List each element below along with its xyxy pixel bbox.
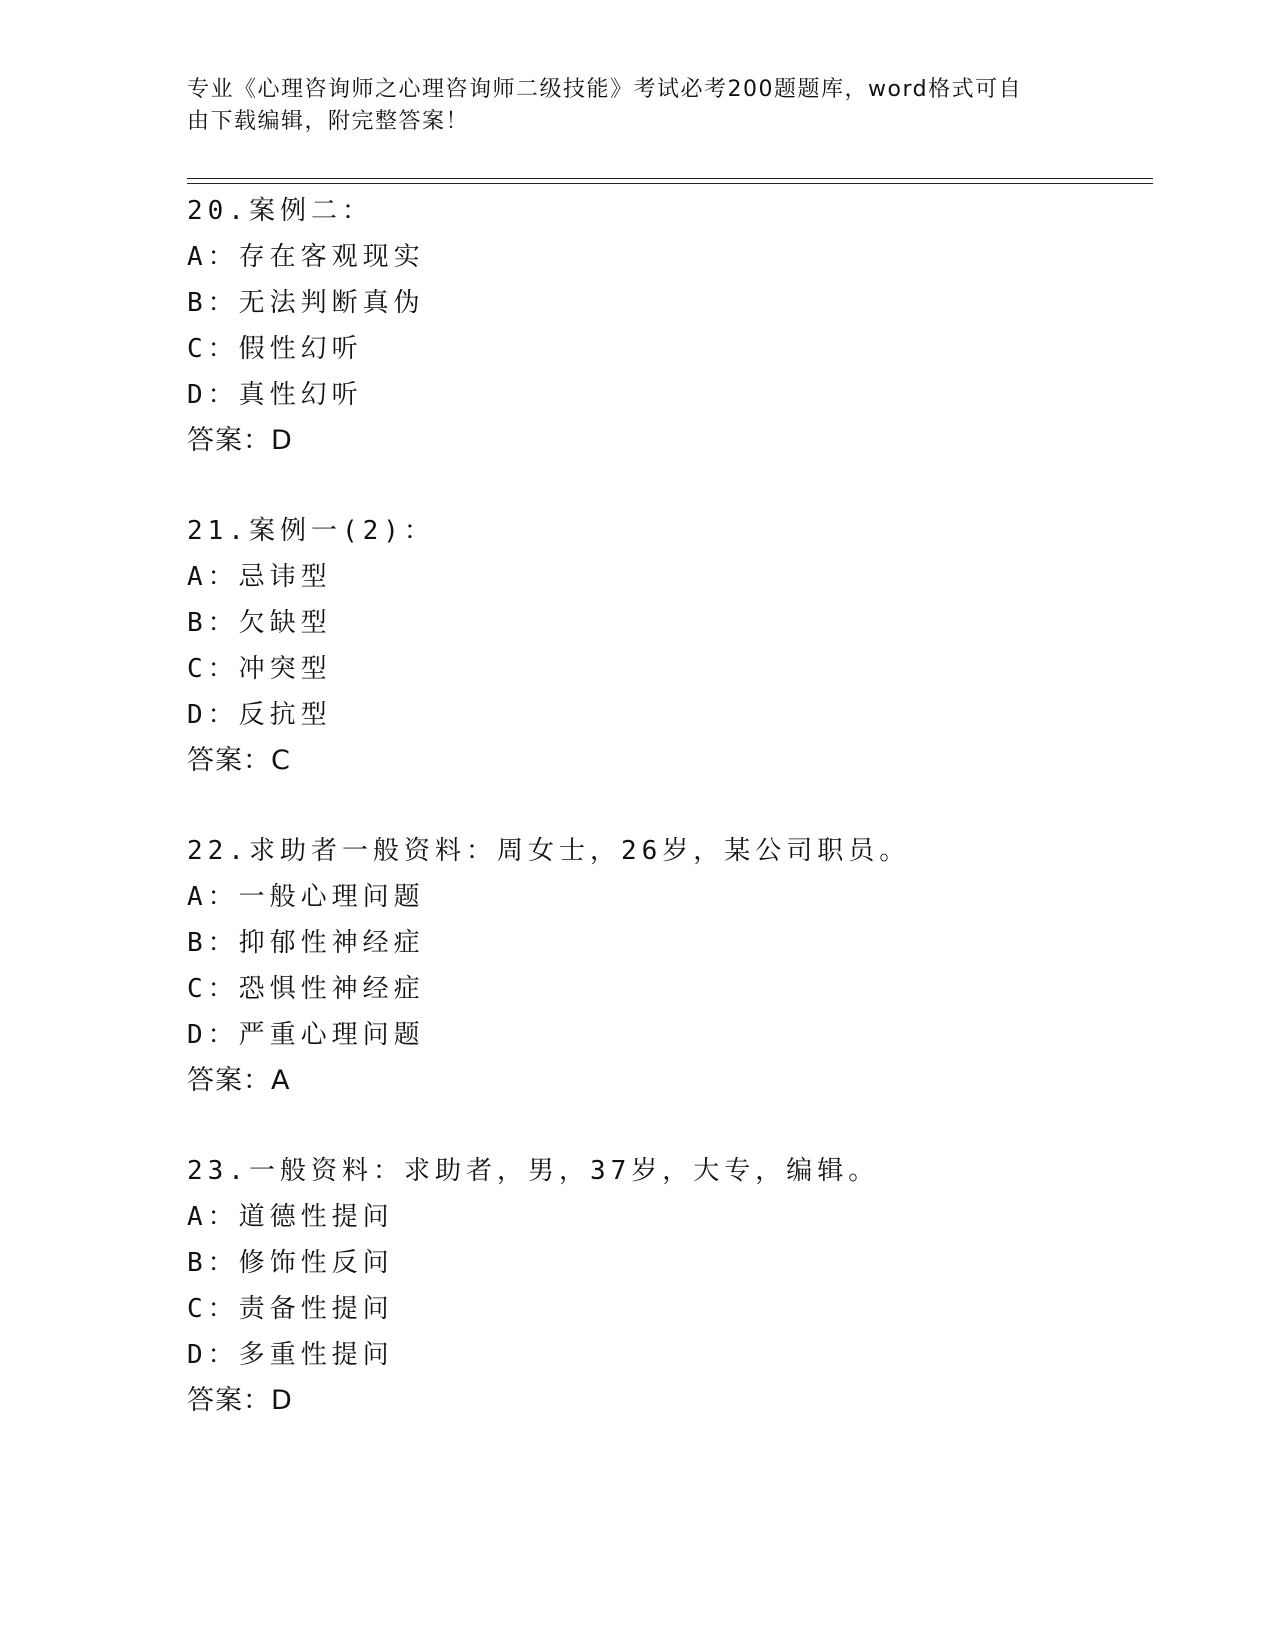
header-divider-top bbox=[187, 178, 1153, 179]
answer-label: 答案：A bbox=[187, 1065, 291, 1096]
option-b: B：欠缺型 bbox=[187, 608, 332, 638]
question-stem: 23.一般资料：求助者，男，37岁，大专，编辑。 bbox=[187, 1156, 880, 1186]
answer-label: 答案：D bbox=[187, 425, 293, 456]
option-b: B：无法判断真伪 bbox=[187, 288, 425, 318]
header-divider-bottom bbox=[187, 183, 1153, 184]
question-block-22 bbox=[187, 828, 1153, 1104]
option-d: D：反抗型 bbox=[187, 700, 332, 730]
option-b: B：修饰性反问 bbox=[187, 1248, 394, 1278]
option-a: A：存在客观现实 bbox=[187, 242, 425, 272]
option-a: A：忌讳型 bbox=[187, 562, 332, 592]
option-d: D：多重性提问 bbox=[187, 1340, 394, 1370]
document-header bbox=[187, 74, 1067, 138]
question-block-20 bbox=[187, 188, 1153, 464]
option-d: D：真性幻听 bbox=[187, 380, 363, 410]
option-b: B：抑郁性神经症 bbox=[187, 928, 425, 958]
header-line-2: 由下载编辑，附完整答案！ bbox=[187, 109, 470, 134]
option-c: C：冲突型 bbox=[187, 654, 332, 684]
answer-label: 答案：D bbox=[187, 1385, 293, 1416]
question-stem: 20.案例二： bbox=[187, 196, 373, 226]
option-d: D：严重心理问题 bbox=[187, 1020, 425, 1050]
option-a: A：一般心理问题 bbox=[187, 882, 425, 912]
answer-label: 答案：C bbox=[187, 745, 291, 776]
option-c: C：恐惧性神经症 bbox=[187, 974, 425, 1004]
question-stem: 22.求助者一般资料：周女士，26岁，某公司职员。 bbox=[187, 836, 911, 866]
option-a: A：道德性提问 bbox=[187, 1202, 394, 1232]
question-block-23 bbox=[187, 1148, 1153, 1424]
question-block-21 bbox=[187, 508, 1153, 784]
option-c: C：责备性提问 bbox=[187, 1294, 394, 1324]
question-stem: 21.案例一(2)： bbox=[187, 516, 435, 546]
option-c: C：假性幻听 bbox=[187, 334, 363, 364]
header-line-1: 专业《心理咨询师之心理咨询师二级技能》考试必考200题题库，word格式可自 bbox=[187, 77, 1023, 102]
